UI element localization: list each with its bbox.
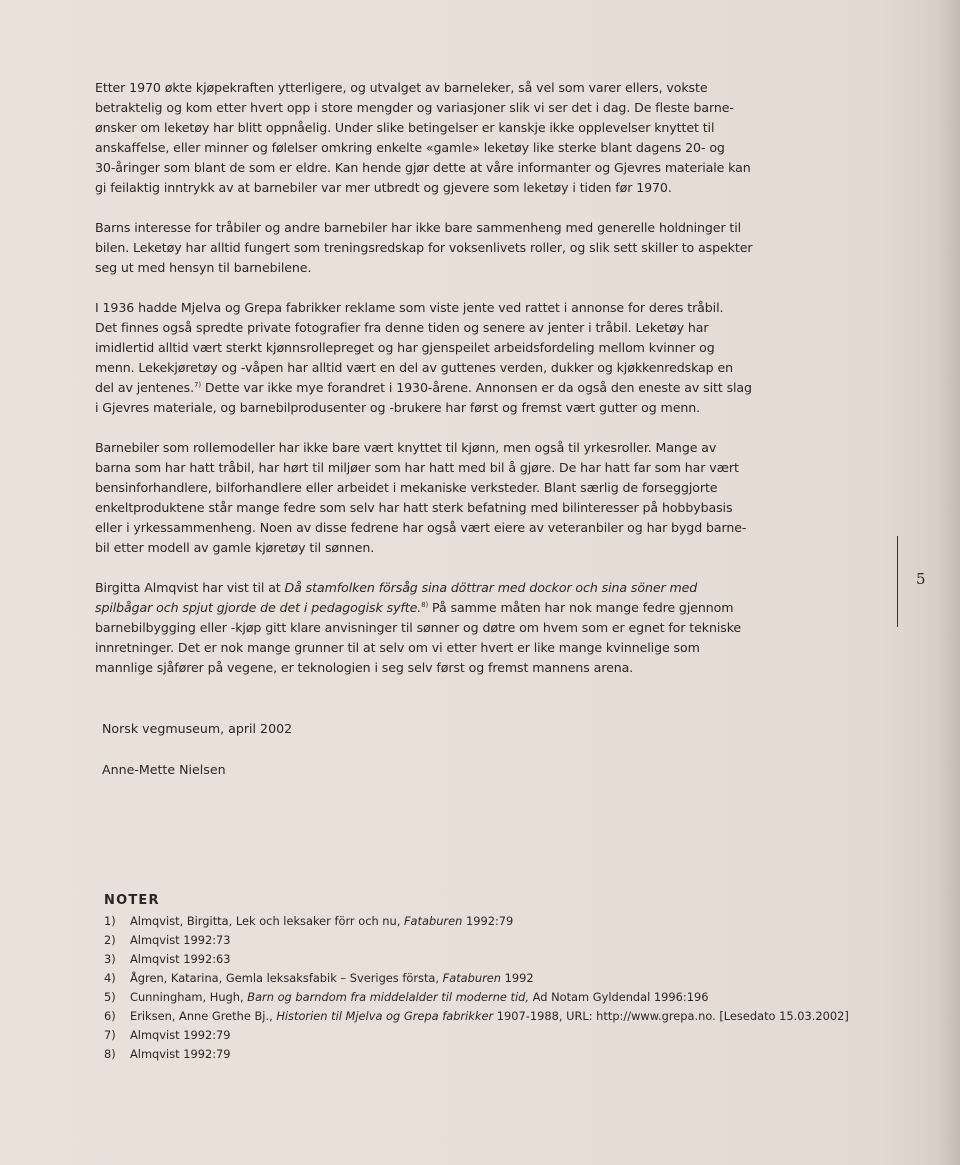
text-line: enkeltproduktene står mange fedre som selv har hatt sterk befatning med bilinteresser på hobbybasis (95, 500, 733, 515)
text-line: barna som har hatt tråbil, har hørt til miljøer som har hatt med bil å gjøre. De har hatt far som har vært (95, 460, 739, 475)
paragraph-5 (95, 578, 742, 678)
text-fragment: del av jentenes. (95, 380, 195, 395)
note-number: 4) (104, 971, 116, 985)
signature-author: Anne-Mette Nielsen (102, 762, 226, 777)
note-text: Eriksen, Anne Grethe Bj., (130, 1009, 277, 1023)
note-number: 3) (104, 952, 116, 966)
text-line: menn. Lekekjøretøy og -våpen har alltid vært en del av guttenes verden, dukker og kjøkkenredskap en (95, 360, 734, 375)
notes-title: NOTER (104, 893, 160, 908)
quote-italic: Då stamfolken försåg sina döttrar med dockor och sina söner med (284, 580, 698, 595)
note-italic: Historien til Mjelva og Grepa fabrikker (276, 1009, 494, 1023)
text-line: 30-åringer som blant de som er eldre. Kan hende gjør dette at våre informanter og Gjevres materiale kan (95, 160, 751, 175)
text-line: seg ut med hensyn til barnebilene. (95, 260, 312, 275)
paragraph-1 (95, 78, 751, 198)
signature-place-date: Norsk vegmuseum, april 2002 (102, 721, 293, 736)
text-line: Etter 1970 økte kjøpekraften ytterligere, og utvalget av barneleker, så vel som varer ellers, vokste (95, 80, 708, 95)
text-fragment: På samme måten har nok mange fedre gjennom (428, 600, 734, 615)
note-item (104, 988, 849, 1007)
note-number: 8) (104, 1047, 116, 1061)
text-fragment: Birgitta Almqvist har vist til at (95, 580, 285, 595)
text-line: bil etter modell av gamle kjøretøy til sønnen. (95, 540, 375, 555)
text-line: Barns interesse for tråbiler og andre barnebiler har ikke bare sammenheng med generelle holdninger til (95, 220, 742, 235)
page-number-rule (897, 536, 898, 627)
note-italic: Fataburen (442, 971, 501, 985)
note-text: Almqvist 1992:73 (130, 933, 231, 947)
body-text (95, 78, 753, 698)
notes-section (104, 893, 849, 1064)
note-text: Almqvist 1992:79 (130, 1047, 231, 1061)
note-item (104, 1026, 849, 1045)
note-text: Ågren, Katarina, Gemla leksaksfabik – Sveriges första, (130, 971, 443, 985)
note-text: 1992:79 (462, 914, 514, 928)
page-number: 5 (916, 570, 926, 588)
note-text: Almqvist 1992:63 (130, 952, 231, 966)
footnote-ref-8: 8) (421, 600, 429, 609)
note-item (104, 950, 849, 969)
footnote-ref-7: 7) (194, 380, 202, 389)
text-line: Barnebiler som rollemodeller har ikke bare vært knyttet til kjønn, men også til yrkesroller. Mange av (95, 440, 717, 455)
note-item (104, 1007, 849, 1026)
text-line: I 1936 hadde Mjelva og Grepa fabrikker reklame som viste jente ved rattet i annonse for deres tråbil. (95, 300, 724, 315)
note-text: Almqvist, Birgitta, Lek och leksaker förr och nu, (130, 914, 404, 928)
note-item (104, 969, 849, 988)
note-text: Cunningham, Hugh, (130, 990, 248, 1004)
note-number: 7) (104, 1028, 116, 1042)
note-text: 1992 (501, 971, 534, 985)
text-line: bensinforhandlere, bilforhandlere eller arbeidet i mekaniske verksteder. Blant særlig de forseggjorte (95, 480, 718, 495)
note-number: 6) (104, 1009, 116, 1023)
note-italic: Barn og barndom fra middelalder til moderne tid, (247, 990, 530, 1004)
note-item (104, 1045, 849, 1064)
text-line: betraktelig og kom etter hvert opp i store mengder og variasjoner slik vi ser det i dag. De fleste barne- (95, 100, 734, 115)
note-number: 1) (104, 914, 116, 928)
text-line (95, 378, 752, 398)
note-number: 2) (104, 933, 116, 947)
text-line (95, 598, 735, 618)
text-line: ønsker om leketøy har blitt oppnåelig. Under slike betingelser er kanskje ikke opplevelser knyttet til (95, 120, 715, 135)
page-edge-shadow (938, 0, 960, 1165)
paragraph-3 (95, 298, 752, 418)
note-italic: Fataburen (404, 914, 463, 928)
text-line: Det finnes også spredte private fotografier fra denne tiden og senere av jenter i tråbil. Leketøy har (95, 320, 709, 335)
text-line: imidlertid alltid vært sterkt kjønnsrollepreget og har gjenspeilet arbeidsfordeling mellom kvinner og (95, 340, 715, 355)
note-item (104, 931, 849, 950)
text-line: mannlige sjåfører på vegene, er teknologien i seg selv først og fremst mannens arena. (95, 660, 634, 675)
text-line: innretninger. Det er nok mange grunner til at selv om vi etter hvert er like mange kvinnelige som (95, 640, 700, 655)
paragraph-2 (95, 218, 753, 278)
paragraph-4 (95, 438, 747, 558)
text-line: bilen. Leketøy har alltid fungert som treningsredskap for voksenlivets roller, og slik sett skiller to aspekter (95, 240, 753, 255)
text-line: gi feilaktig inntrykk av at barnebiler var mer utbredt og gjevere som leketøy i tiden før 1970. (95, 180, 672, 195)
text-line: eller i yrkessammenheng. Noen av disse fedrene har også vært eiere av veteranbiler og har bygd barne- (95, 520, 747, 535)
note-item (104, 912, 849, 931)
text-fragment: Dette var ikke mye forandret i 1930-årene. Annonsen er da også den eneste av sitt slag (201, 380, 752, 395)
note-text: Ad Notam Gyldendal 1996:196 (529, 990, 709, 1004)
text-line: barnebilbygging eller -kjøp gitt klare anvisninger til sønner og døtre om hvem som er egnet for tekniske (95, 620, 742, 635)
text-line (95, 578, 735, 598)
note-text: Almqvist 1992:79 (130, 1028, 231, 1042)
note-text: 1907-1988, URL: http://www.grepa.no. [Lesedato 15.03.2002] (493, 1009, 849, 1023)
text-line: i Gjevres materiale, og barnebilprodusenter og -brukere har først og fremst vært gutter og menn. (95, 400, 701, 415)
quote-italic: spilbågar och spjut gjorde de det i pedagogisk syfte. (95, 600, 422, 615)
note-number: 5) (104, 990, 116, 1004)
text-line: anskaffelse, eller minner og følelser omkring enkelte «gamle» leketøy like sterke blant dagens 20- og (95, 140, 725, 155)
